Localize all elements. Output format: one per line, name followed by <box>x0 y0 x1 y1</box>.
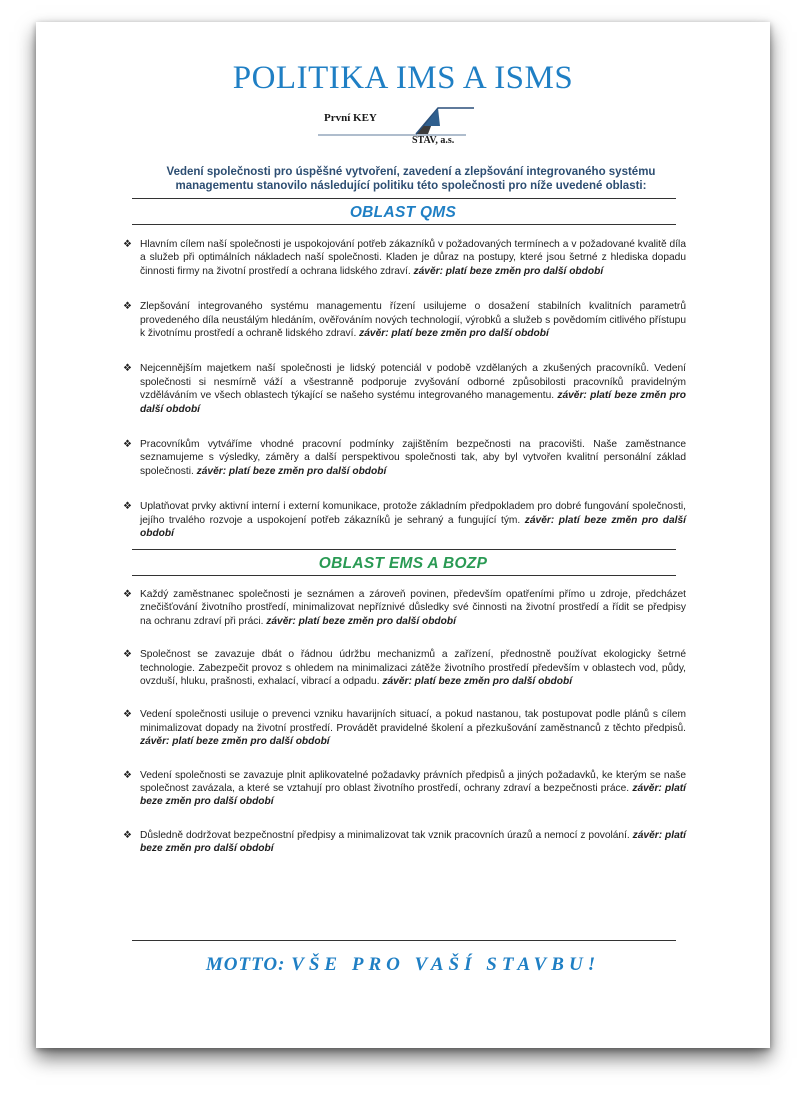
policy-item <box>123 769 686 809</box>
motto-label: MOTTO: <box>205 954 286 975</box>
policy-item-conclusion: závěr: platí beze změn pro další období <box>140 783 686 808</box>
logo-line1: První KEY <box>324 112 377 124</box>
bullet-icon: ❖ <box>123 769 132 781</box>
section-divider <box>132 575 676 576</box>
ems-bozp-policy-list <box>123 588 686 856</box>
policy-item-text: Pracovníkům vytváříme vhodné pracovní podmínky zajištěním bezpečnosti na pracovišti. Naše zaměstnance seznamujeme s výsledky, záměry a další perspektivou společnosti tak, aby byl vytvořen kvalitní personální základ společnosti. <box>140 439 686 477</box>
footer-divider <box>132 940 676 941</box>
bullet-icon: ❖ <box>123 301 132 313</box>
section-heading-qms: OBLAST QMS <box>349 204 457 221</box>
policy-item <box>123 708 686 748</box>
policy-item-conclusion: závěr: platí beze změn pro další období <box>413 265 604 277</box>
document-page <box>36 22 770 1048</box>
policy-item <box>123 829 686 856</box>
policy-item-text: Vedení společnosti usiluje o prevenci vzniku havarijních situací, a pokud nastanou, tak postupovat podle plánů s cílem minimalizovat dopady na životní prostředí. Provádět pravidelné školení a přezkušování zaměstnanců z těchto předpisů. <box>140 709 686 734</box>
bullet-icon: ❖ <box>123 829 132 841</box>
policy-item-text: Každý zaměstnanec společnosti je seznámen a zároveň povinen, především opatřeními přímo u zdroje, předcházet znečišťování životního prostředí, minimalizovat nepříznivé důsledky své činnosti na životní prostředí a řídit se předpisy na ochranu zdraví při práci. <box>140 589 686 627</box>
policy-item <box>123 500 686 540</box>
policy-item-conclusion: závěr: platí beze změn pro další období <box>359 328 549 340</box>
logo-line2: STAV, a.s. <box>412 135 455 146</box>
policy-item-text: Nejcennějším majetkem naší společnosti je lidský potenciál v podobě vzdělaných a zkušených pracovníků. Vedení společnosti si nesmírně váží a všestranně podporuje zvyšování odborné způsobilosti pracovníků pravidelným vzděláváním ve všech oblastech týkající se našeho systému integrovaného managementu. <box>140 363 686 402</box>
policy-item-conclusion: závěr: platí beze změn pro další období <box>196 465 387 477</box>
bullet-icon: ❖ <box>123 239 132 250</box>
section-heading-ems-bozp: OBLAST EMS A BOZP <box>318 555 488 572</box>
section-divider <box>132 549 676 550</box>
policy-item <box>123 300 686 340</box>
policy-item-conclusion: závěr: platí beze změn pro další období <box>266 615 456 627</box>
company-logo <box>316 104 476 152</box>
policy-item-conclusion: závěr: platí beze změn pro další období <box>140 736 330 748</box>
bullet-icon: ❖ <box>123 589 132 600</box>
policy-item <box>123 648 686 688</box>
bullet-icon: ❖ <box>123 709 132 721</box>
qms-policy-list <box>123 238 686 541</box>
bullet-icon: ❖ <box>123 363 132 375</box>
policy-item-conclusion: závěr: platí beze změn pro další období <box>140 829 686 855</box>
motto-text: VŠE PRO VAŠÍ STAVBU! <box>291 954 601 975</box>
policy-item-text: Zlepšování integrovaného systému managementu řízení usilujeme o dosažení stabilních kvalitních parametrů provedeného díla neustálým hledáním, ověřováním nových technologií, výrobků a služeb s povědomím citlivého přístupu k životnímu prostředí a ochraně lidského zdraví. <box>140 301 686 340</box>
intro-paragraph: Vedení společnosti pro úspěšné vytvoření, zavedení a zlepšování integrovaného systému managementu stanovilo následující politiku této společnosti pro níže uvedené oblasti: <box>166 166 656 192</box>
policy-item <box>123 438 686 478</box>
bullet-icon: ❖ <box>123 649 132 661</box>
policy-item-text: Vedení společnosti se zavazuje plnit aplikovatelné požadavky právních předpisů a jiných požadavků, ke kterým se naše společnost zavázala, a které se vztahují pro oblast životního prostředí, ochrany zdraví a bezpečnosti práce. <box>140 769 686 795</box>
bullet-icon: ❖ <box>123 439 132 451</box>
section-divider <box>132 198 676 199</box>
policy-item-conclusion: závěr: platí beze změn pro další období <box>140 514 686 540</box>
motto <box>36 954 770 976</box>
policy-item-text: Hlavním cílem naší společnosti je uspokojování potřeb zákazníků v požadovaných termínech a v požadované kvalitě díla a služeb při optimálních nákladech naší společnosti. Kladen je důraz na postupy, které jsou šetrné z hlediska dopadu činnosti firmy na životní prostředí a ochrana lidského zdraví. <box>140 239 686 277</box>
policy-item-text: Důsledně dodržovat bezpečnostní předpisy a minimalizovat tak vznik pracovních úrazů a nemocí z povolání. <box>140 829 630 841</box>
policy-item-text: Společnost se zavazuje dbát o řádnou údržbu mechanizmů a zařízení, přednostně používat ekologicky šetrné technologie. Zabezpečit provoz s ohledem na minimalizaci zátěže životního prostředí především v oblastech vod, půdy, ovzduší, hluku, prašnosti, exhalací, vibrací a odpadu. <box>140 649 686 688</box>
policy-item <box>123 588 686 628</box>
bullet-icon: ❖ <box>123 501 132 513</box>
policy-item-conclusion: závěr: platí beze změn pro další období <box>382 676 573 688</box>
policy-item <box>123 238 686 278</box>
policy-item-conclusion: závěr: platí beze změn pro další období <box>140 390 686 415</box>
section-divider <box>132 224 676 225</box>
policy-item <box>123 362 686 416</box>
policy-item-text: Uplatňovat prvky aktivní interní i externí komunikace, protože základním předpokladem pro dobré fungování společnosti, jejího trvalého rozvoje a uspokojení potřeb zákazníků je sehraný a fungující tým. <box>140 501 686 526</box>
page-title: POLITIKA IMS A ISMS <box>232 60 574 96</box>
